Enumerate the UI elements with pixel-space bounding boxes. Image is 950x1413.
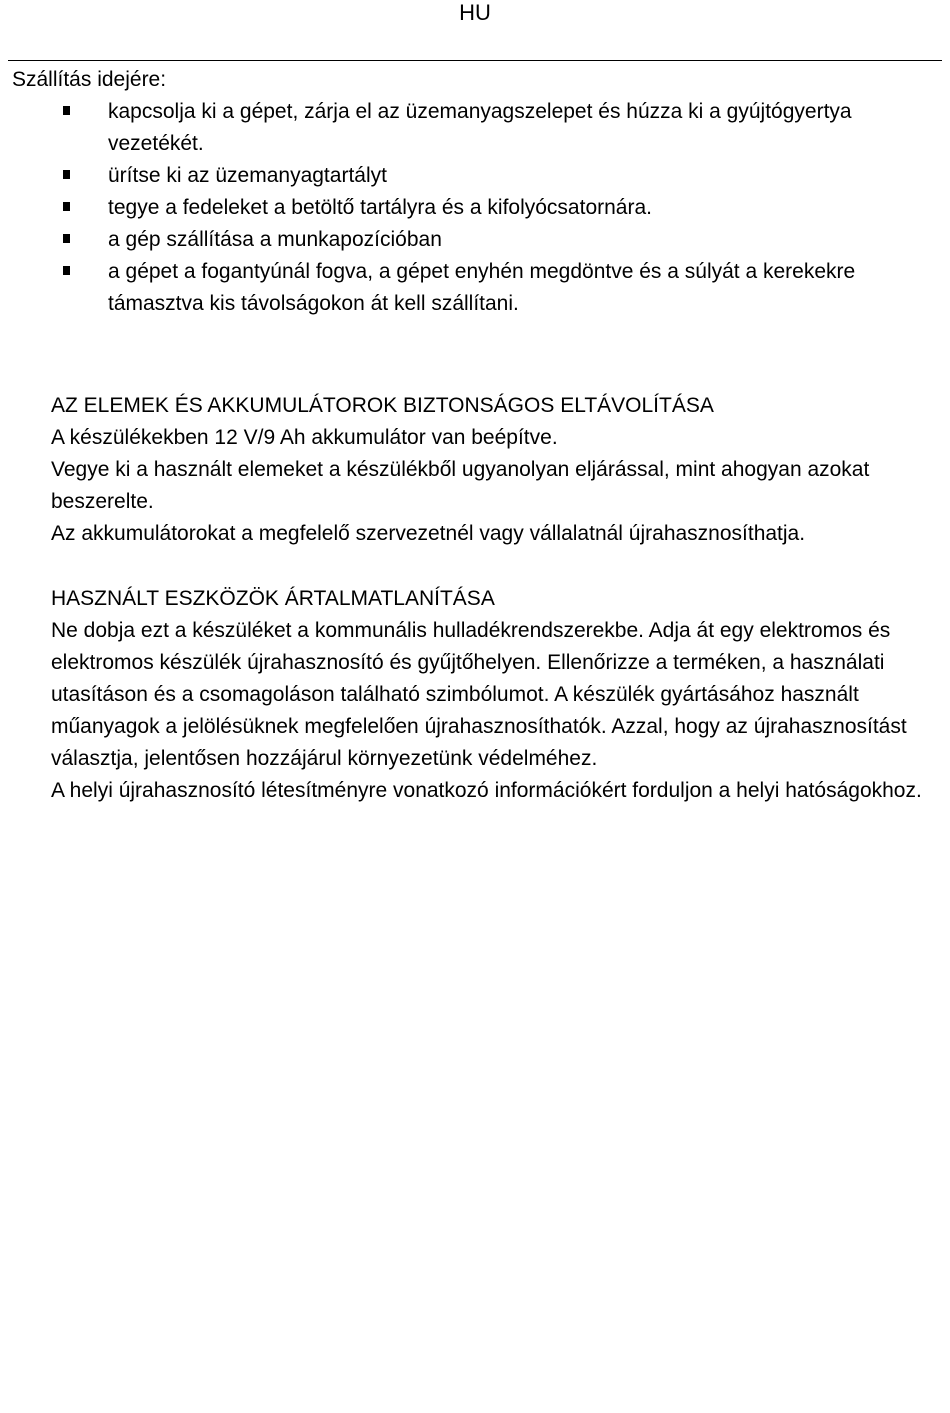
list-item-text: a gépet a fogantyúnál fogva, a gépet enyhén megdöntve és a súlyát a kerekekre támasztva kis távolságokon át kell szállítani. — [108, 260, 856, 315]
square-bullet-icon — [63, 234, 70, 243]
battery-paragraph: A készülékekben 12 V/9 Ah akkumulátor van beépítve. — [51, 426, 558, 449]
language-code: HU — [459, 0, 491, 25]
square-bullet-icon — [63, 266, 70, 275]
battery-heading: AZ ELEMEK ÉS AKKUMULÁTOROK BIZTONSÁGOS ELTÁVOLÍTÁSA — [51, 394, 714, 417]
list-item-text: a gép szállítása a munkapozícióban — [108, 228, 442, 251]
transport-heading: Szállítás idejére: — [12, 68, 167, 91]
disposal-section — [51, 583, 941, 807]
battery-paragraph: Vegye ki a használt elemeket a készülékből ugyanolyan eljárással, mint ahogyan azokat beszerelte. — [51, 458, 870, 513]
transport-section — [12, 64, 937, 320]
disposal-paragraph: Ne dobja ezt a készüléket a kommunális hulladékrendszerekbe. Adja át egy elektromos és elektromos készülék újrahasznosító és gyűjtőhelyen. Ellenőrizze a terméken, a használati utasításon és a csomagoláson található szimbólumot. A készülék gyártásához használt műanyagok a jelölésüknek megfelelően újrahasznosíthatók. Azzal, hogy az újrahasznosítást választja, jelentősen hozzájárul környezetünk védelméhez. — [51, 619, 907, 770]
header-divider — [8, 60, 942, 61]
battery-paragraph: Az akkumulátorokat a megfelelő szervezetnél vagy vállalatnál újrahasznosíthatja. — [51, 522, 806, 545]
square-bullet-icon — [63, 202, 70, 211]
square-bullet-icon — [63, 106, 70, 115]
list-item-text: kapcsolja ki a gépet, zárja el az üzemanyagszelepet és húzza ki a gyújtógyertya vezetékét. — [108, 100, 852, 155]
list-item — [12, 96, 888, 160]
list-item — [12, 160, 888, 192]
battery-section — [51, 390, 941, 550]
square-bullet-icon — [63, 170, 70, 179]
list-item — [12, 256, 888, 320]
list-item — [12, 192, 888, 224]
disposal-heading: HASZNÁLT ESZKÖZÖK ÁRTALMATLANÍTÁSA — [51, 587, 495, 610]
list-item-text: tegye a fedeleket a betöltő tartályra és a kifolyócsatornára. — [108, 196, 652, 219]
list-item — [12, 224, 888, 256]
list-item-text: ürítse ki az üzemanyagtartályt — [108, 164, 387, 187]
disposal-paragraph: A helyi újrahasznosító létesítményre vonatkozó információkért forduljon a helyi hatóságokhoz. — [51, 779, 922, 802]
transport-list — [12, 96, 937, 320]
